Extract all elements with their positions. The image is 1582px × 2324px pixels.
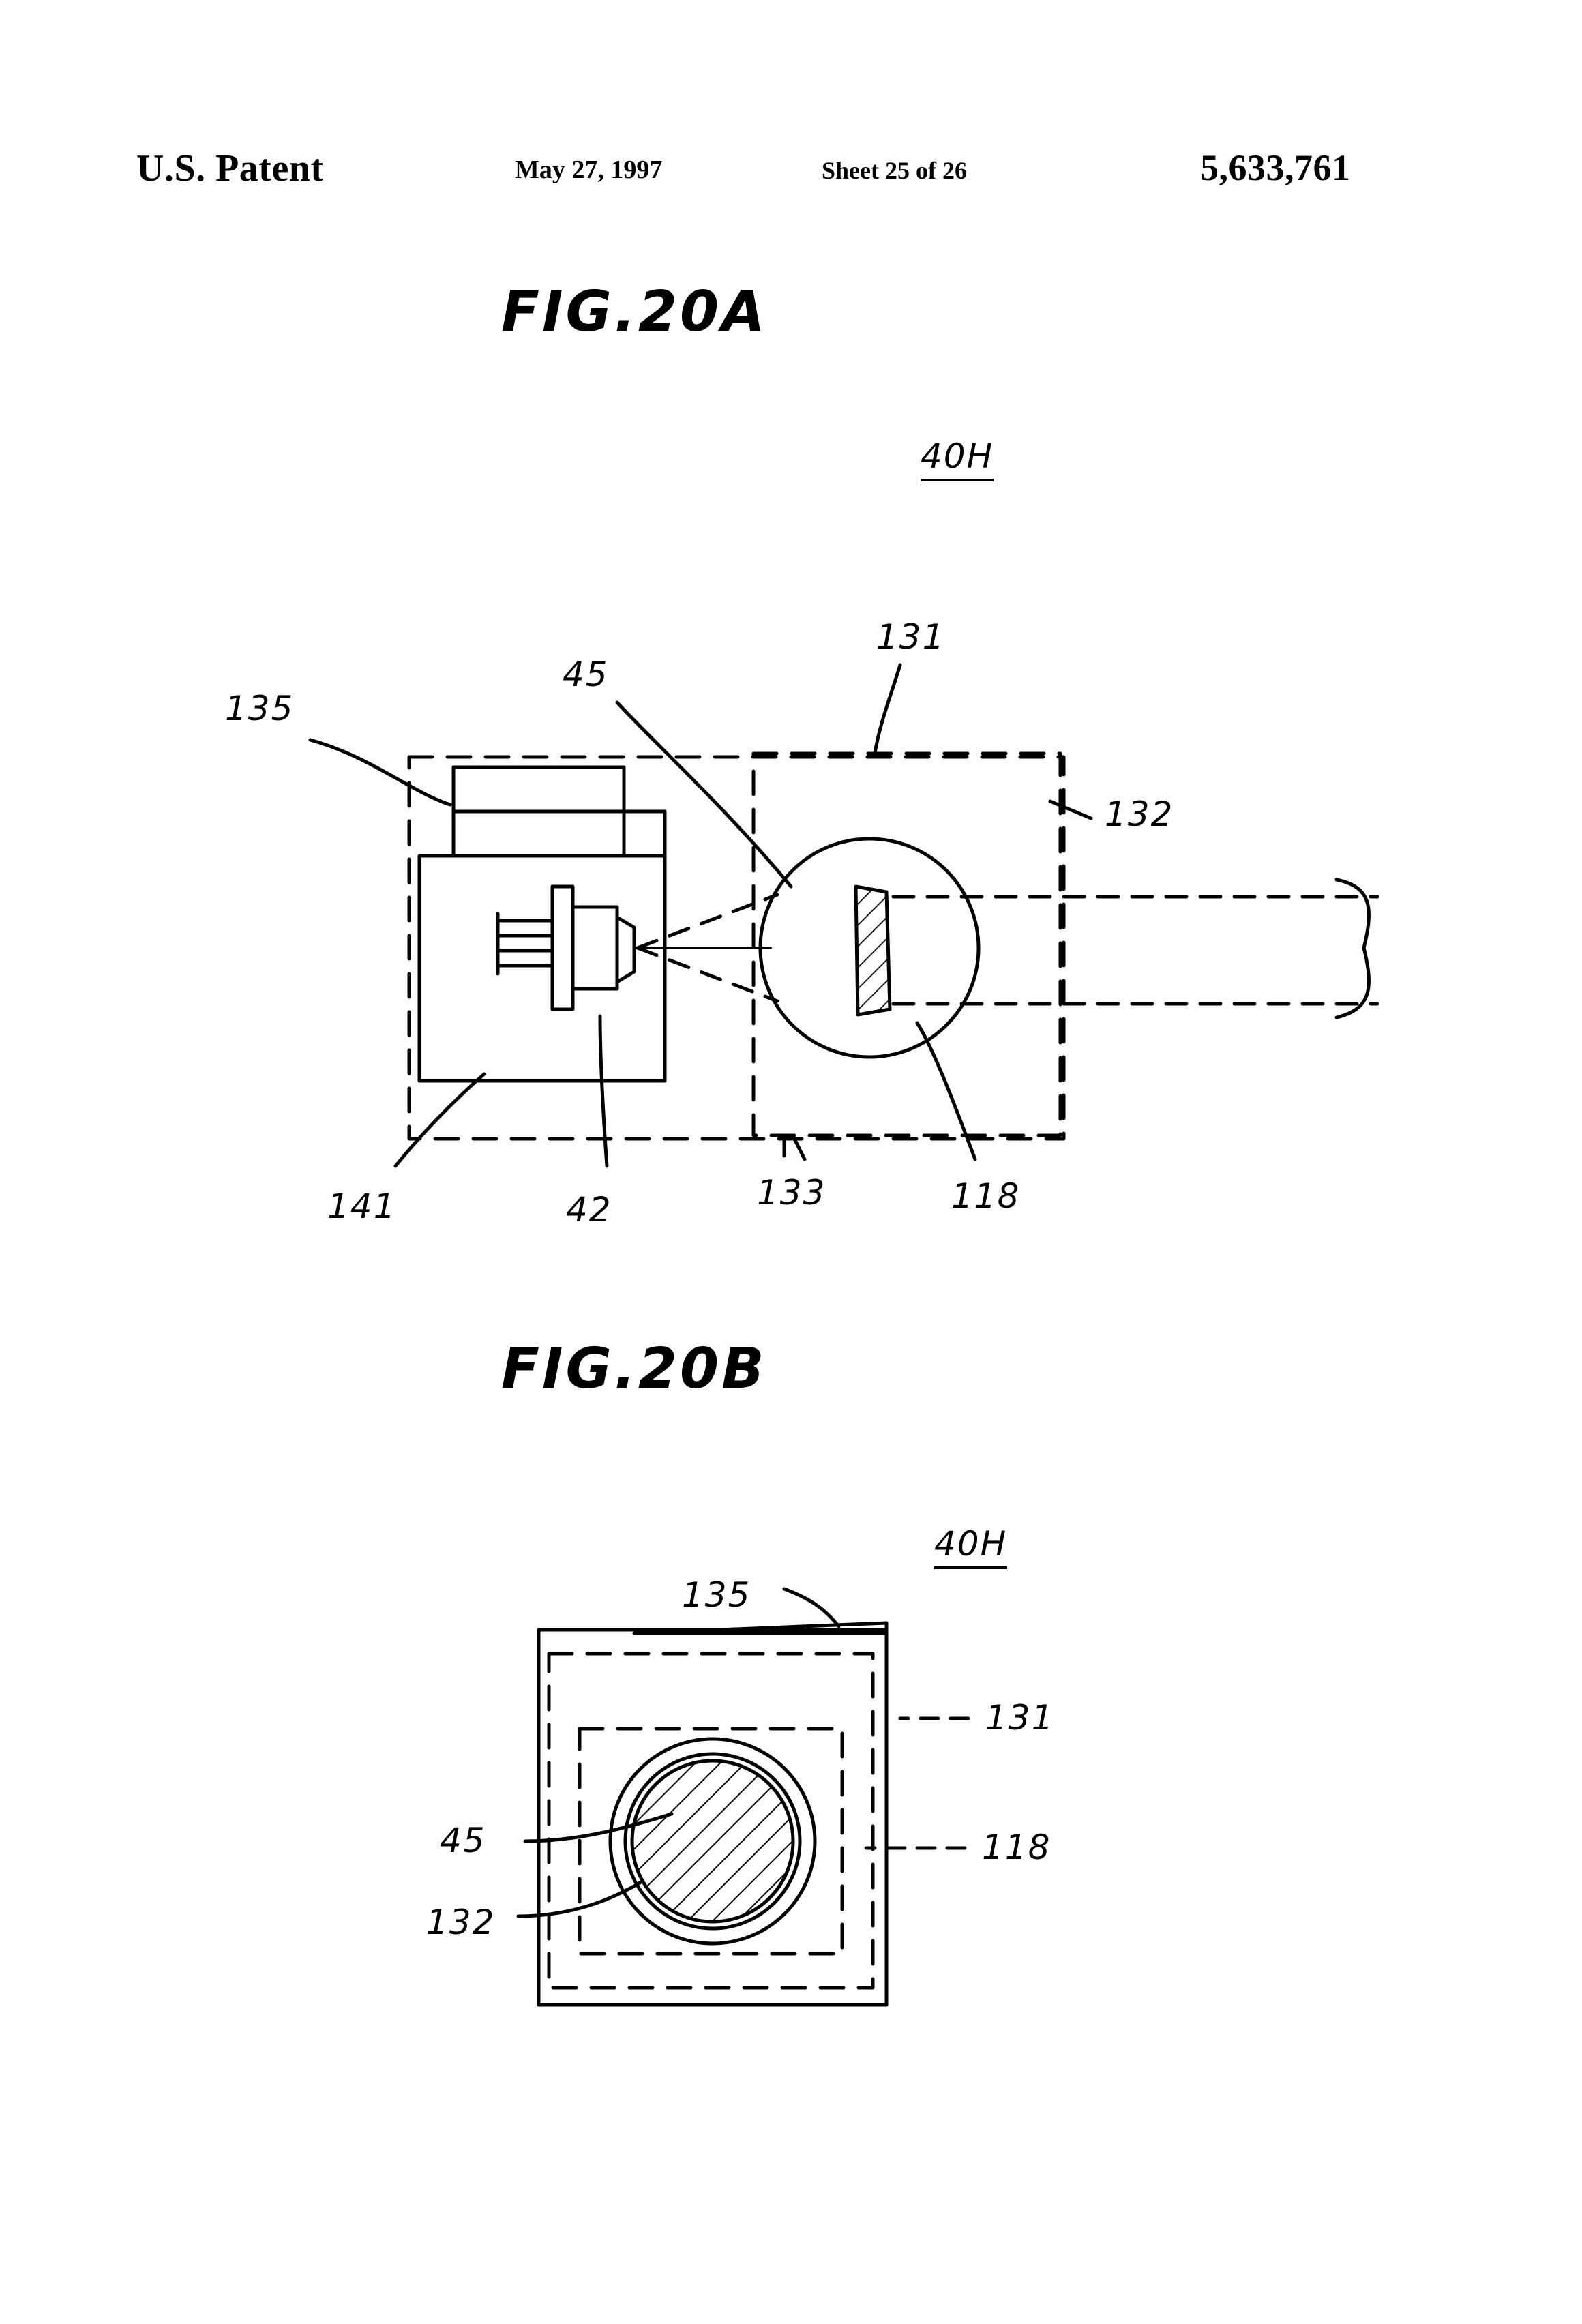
fig20b-label-45: 45 (440, 1821, 486, 1860)
fig20b-label-131: 131 (985, 1698, 1055, 1738)
fig20b-drawing (518, 1589, 968, 2005)
fig20a-diode-body-42 (573, 907, 617, 989)
fig20a-drawing (310, 665, 1377, 1166)
fig20a-leader-135 (310, 740, 450, 805)
fig20a-label-45: 45 (563, 655, 609, 694)
fig20a-label-42: 42 (566, 1190, 612, 1230)
fig20a-lens-45 (856, 887, 890, 1015)
fig20b-label-118: 118 (982, 1828, 1051, 1867)
fig20a-label-132: 132 (1105, 794, 1174, 834)
fig20a-leader-131 (874, 665, 900, 757)
fig20b-dashed-118 (580, 1729, 842, 1954)
fig20a-assembly-label: 40H (921, 436, 994, 481)
fig20a-label-135: 135 (225, 689, 295, 728)
fig20b-lens-45 (632, 1761, 793, 1922)
fig20a-leader-118 (917, 1023, 975, 1159)
fig20b-plate-135 (634, 1623, 886, 1633)
figure-title-20a: FIG.20A (501, 280, 768, 344)
fig20a-label-118: 118 (951, 1176, 1021, 1216)
patent-date: May 27, 1997 (515, 155, 663, 184)
fig20a-leader-133 (794, 1139, 805, 1159)
patent-header (0, 147, 1582, 208)
fig20a-label-133: 133 (757, 1173, 826, 1212)
fig20b-dashed-131 (549, 1654, 873, 1988)
fig20b-body-outline (539, 1630, 886, 2005)
fig20a-leader-42 (600, 1016, 607, 1166)
fig20a-label-141: 141 (327, 1187, 397, 1226)
fig20a-leader-132 (1050, 801, 1091, 818)
fig20b-assembly-label: 40H (934, 1524, 1007, 1569)
patent-number: 5,633,761 (1200, 147, 1351, 188)
fig20b-label-135: 135 (682, 1575, 751, 1615)
figure-title-20b: FIG.20B (501, 1337, 767, 1401)
fig20b-label-132: 132 (426, 1903, 496, 1942)
fig20a-leader-45 (617, 702, 791, 887)
patent-office-label: U.S. Patent (136, 147, 324, 190)
fig20b-ring-outer-132 (610, 1739, 815, 1943)
fig20a-cap-135 (624, 811, 665, 856)
fig20a-detail-circle-118 (760, 839, 979, 1057)
sheet-number: Sheet 25 of 26 (822, 157, 967, 184)
fig20a-leader-141 (395, 1074, 484, 1166)
fig20b-leader-45 (525, 1814, 672, 1841)
fig20b-leader-132 (518, 1882, 641, 1916)
fig20a-dashed-module-132 (753, 754, 1060, 1135)
fig20a-body-141 (419, 856, 665, 1081)
fig20a-dashed-housing-131 (409, 757, 1064, 1139)
fig20b-leader-135 (784, 1589, 839, 1626)
fig20a-label-131: 131 (876, 617, 946, 657)
